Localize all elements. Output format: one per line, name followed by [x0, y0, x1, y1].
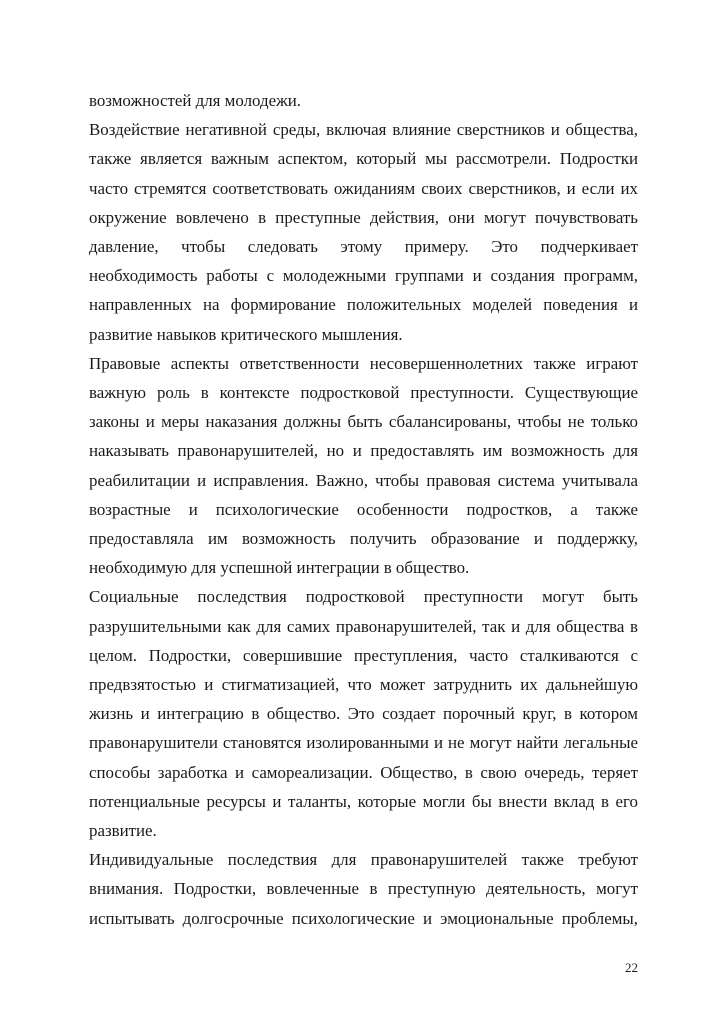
paragraph-negative-environment: Воздействие негативной среды, включая влияние сверстников и общества, также является важным аспектом, который мы рассмотрели. Подростки часто стремятся соответствовать ожиданиям своих сверстников, и если их окружение вовлечено в преступные действия, они могут почувствовать давление, чтобы следовать этому примеру. Это подчеркивает необходимость работы с молодежными группами и создания программ, направленных на формирование положительных моделей поведения и развитие навыков критического мышления.	[89, 120, 638, 344]
body-text	[89, 86, 638, 933]
paragraph-individual-consequences: Индивидуальные последствия для правонарушителей также требуют внимания. Подростки, вовлеченные в преступную деятельность, могут испытывать долгосрочные психологические и эмоциональные проблемы,	[89, 850, 638, 928]
page-number: 22	[625, 960, 638, 975]
paragraph-continuation: возможностей для молодежи.	[89, 91, 301, 110]
paragraph-social-consequences: Социальные последствия подростковой преступности могут быть разрушительными как для самих правонарушителей, так и для общества в целом. Подростки, совершившие преступления, часто сталкиваются с предвзятостью и стигматизацией, что может затруднить их дальнейшую жизнь и интеграцию в общество. Это создает порочный круг, в котором правонарушители становятся изолированными и не могут найти легальные способы заработка и самореализации. Общество, в свою очередь, теряет потенциальные ресурсы и таланты, которые могли бы внести вклад в его развитие.	[89, 587, 638, 841]
paragraph-legal-aspects: Правовые аспекты ответственности несовершеннолетних также играют важную роль в контексте подростковой преступности. Существующие законы и меры наказания должны быть сбалансированы, чтобы не только наказывать правонарушителей, но и предоставлять им возможность для реабилитации и исправления. Важно, чтобы правовая система учитывала возрастные и психологические особенности подростков, а также предоставляла им возможность получить образование и поддержку, необходимую для успешной интеграции в общество.	[89, 353, 638, 578]
